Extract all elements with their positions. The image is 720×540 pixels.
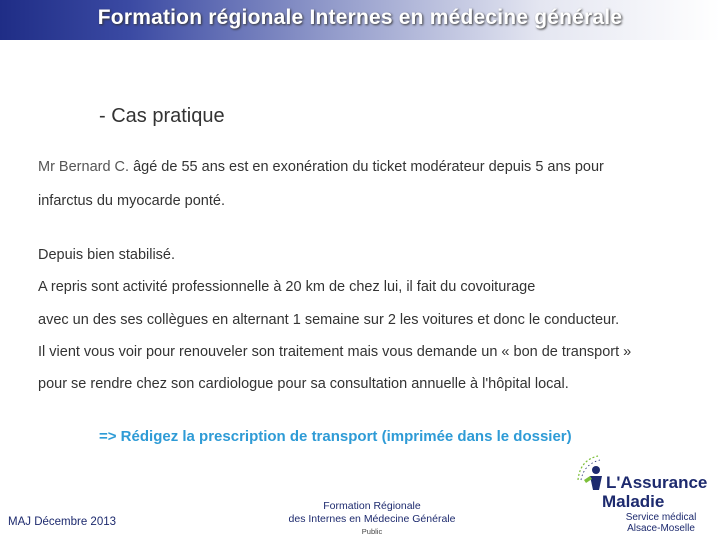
footer-organization <box>262 500 482 536</box>
case-line-3: Depuis bien stabilisé. <box>38 247 176 263</box>
case-line-5: avec un des ses collègues en alternant 1 semaine sur 2 les voitures et donc le conducteur. <box>38 312 620 328</box>
case-line-2: infarctus du myocarde ponté. <box>38 193 225 209</box>
case-line-1 <box>38 159 604 175</box>
service-label <box>606 512 716 534</box>
footer-classification: Public <box>361 527 383 536</box>
logo-text-line-1: L'Assurance <box>606 473 708 492</box>
assurance-maladie-logo <box>572 450 712 510</box>
person-icon <box>584 466 602 490</box>
patient-name: Mr Bernard C. <box>38 159 130 175</box>
header-banner <box>0 0 720 40</box>
page-title: Formation régionale Internes en médecine générale <box>97 6 623 29</box>
case-line-6: Il vient vous voir pour renouveler son traitement mais vous demande un « bon de transport » <box>38 344 632 360</box>
service-line-2: Alsace-Moselle <box>627 523 695 534</box>
footer-org-line-2: des Internes en Médecine Générale <box>288 513 456 525</box>
section-subtitle: - Cas pratique <box>99 105 225 127</box>
case-line-4: A repris sont activité professionnelle à 20 km de chez lui, il fait du covoiturage <box>38 279 536 295</box>
footer-org-line-1: Formation Régionale <box>323 500 421 512</box>
logo-text-line-2: Maladie <box>602 492 665 510</box>
instruction-text: => Rédigez la prescription de transport (imprimée dans le dossier) <box>99 428 572 445</box>
case-line-1-text: âgé de 55 ans est en exonération du ticket modérateur depuis 5 ans pour <box>129 159 604 175</box>
footer-date: MAJ Décembre 2013 <box>8 516 117 528</box>
service-line-1: Service médical <box>625 512 697 523</box>
case-line-7: pour se rendre chez son cardiologue pour sa consultation annuelle à l'hôpital local. <box>38 376 569 392</box>
